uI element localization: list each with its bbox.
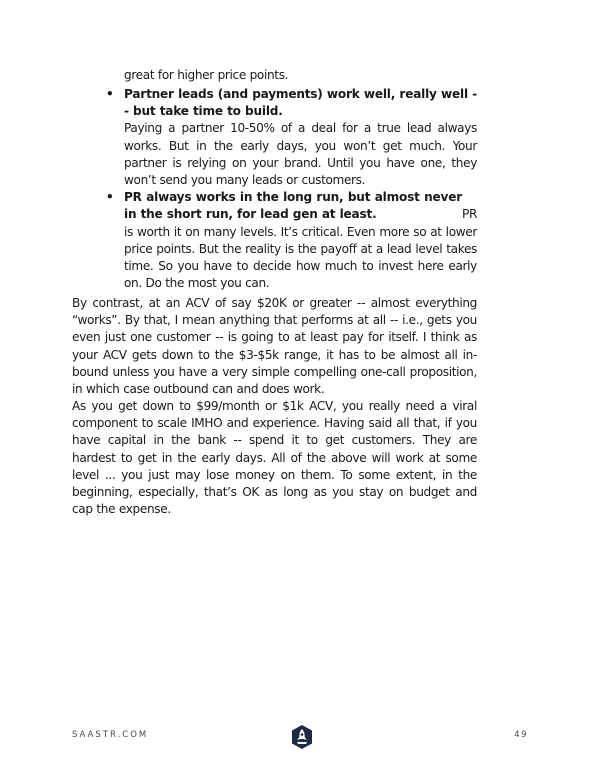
saastr-rocket-hexagon-icon [291,725,313,749]
footer-site-name: SAASTR.COM [72,730,149,740]
bullet-item-pr [106,189,477,292]
bullet-body: Paying a partner 10-50% of a deal for a true lead always works. But in the early days, you won’t get much. Your partner is relying on your brand. Until you have one, they won’t send you many leads or customers. [124,121,477,188]
paragraph-acv-contrast: By contrast, at an ACV of say $20K or greater -- almost everything “works”. By that, I mean anything that performs at all -- i.e., gets you even just one customer -- is going to at least pay for itself. I think as your ACV gets down to the $3-$5k range, it has to be almost all in-bound unless you have a very simple compelling one-call proposition, in which case outbound can and does work. [72,296,477,397]
bullet-list [106,86,477,292]
bullet-marker: • [106,190,114,205]
bullet-item-partner-leads [106,86,477,189]
bullet-heading: Partner leads (and payments) work well, really well -- but take time to build. [124,87,477,119]
bullet-heading-tail: PR [462,207,477,222]
paragraph-viral-component: As you get down to $99/month or $1k ACV, you really need a viral component to scale IMHO and experience. Having said all that, if you have capital in the bank -- spend it to get customers. They are hardest to get in the early days. All of the above will work at some level ... you just may lose money on them. To some extent, in the beginning, especially, that’s OK as long as you stay on budget and cap the expense. [72,399,477,517]
bullet-heading: PR always works in the long run, but almost never in the short run, for lead gen at least. [124,190,462,222]
continuation-text: great for higher price points. [124,68,289,82]
bullet-marker: • [106,87,114,101]
page-number: 49 [514,730,528,740]
bullet-body: is worth it on many levels. It’s critical. Even more so at lower price points. But the reality is the payoff at a lead level takes time. So you have to decide how much to invest here early on. Do the most you can. [124,224,477,291]
